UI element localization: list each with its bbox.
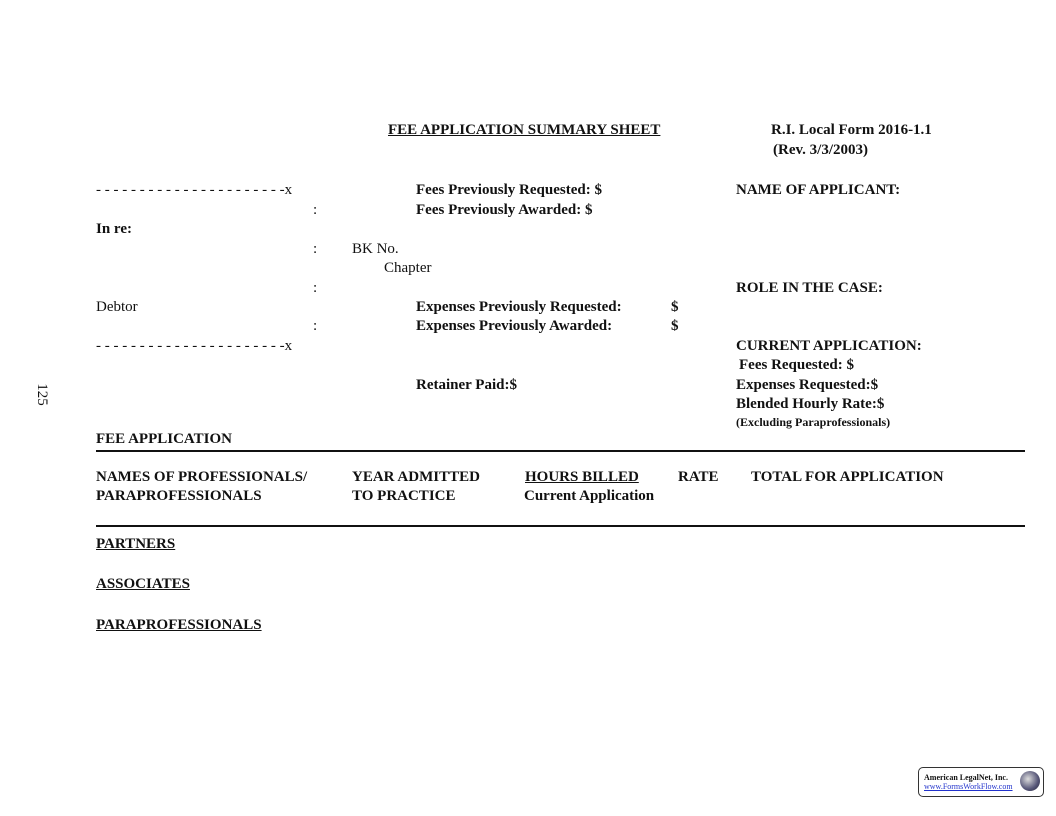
group-partners: PARTNERS xyxy=(96,536,176,552)
debtor-label: Debtor xyxy=(96,299,138,315)
divider xyxy=(96,450,1025,452)
role-in-case: ROLE IN THE CASE: xyxy=(736,280,883,296)
form-revision: (Rev. 3/3/2003) xyxy=(773,142,868,158)
retainer-paid: Retainer Paid:$ xyxy=(416,377,517,393)
expenses-requested: Expenses Requested:$ xyxy=(736,377,879,393)
current-application: CURRENT APPLICATION: xyxy=(736,338,922,354)
form-title: FEE APPLICATION SUMMARY SHEET xyxy=(388,122,661,138)
expenses-previously-awarded: Expenses Previously Awarded: xyxy=(416,318,613,334)
blended-hourly-rate: Blended Hourly Rate:$ xyxy=(736,396,885,412)
col-names: NAMES OF PROFESSIONALS/ xyxy=(96,469,308,485)
caption-colon: : xyxy=(313,280,318,296)
logo-name: American LegalNet, Inc. xyxy=(924,773,1008,782)
caption-dash-line: - - - - - - - - - - - - - - - - - - - - - -x xyxy=(96,338,293,354)
globe-icon xyxy=(1020,771,1040,791)
group-associates: ASSOCIATES xyxy=(96,576,190,592)
col-total: TOTAL FOR APPLICATION xyxy=(751,469,944,485)
publisher-logo xyxy=(918,767,1044,797)
col-hours-2: Current Application xyxy=(524,488,655,504)
excluding-note: (Excluding Paraprofessionals) xyxy=(736,415,891,429)
expenses-previously-requested: Expenses Previously Requested: xyxy=(416,299,622,315)
col-year-2: TO PRACTICE xyxy=(352,488,456,504)
bk-no-label: BK No. xyxy=(352,241,399,257)
dollar-sign: $ xyxy=(671,318,679,334)
caption-dash-line: - - - - - - - - - - - - - - - - - - - - - -x xyxy=(96,182,293,198)
page-number: 125 xyxy=(33,383,50,406)
section-heading: FEE APPLICATION xyxy=(96,431,232,447)
dollar-sign: $ xyxy=(671,299,679,315)
name-of-applicant: NAME OF APPLICANT: xyxy=(736,182,901,198)
caption-colon: : xyxy=(313,241,318,257)
fees-requested: Fees Requested: $ xyxy=(739,357,854,373)
col-rate: RATE xyxy=(678,469,719,485)
col-year: YEAR ADMITTED xyxy=(352,469,480,485)
in-re-label: In re: xyxy=(96,221,132,237)
divider xyxy=(96,525,1025,527)
logo-url[interactable]: www.FormsWorkFlow.com xyxy=(924,782,1013,791)
chapter-label: Chapter xyxy=(384,260,432,276)
fees-previously-awarded: Fees Previously Awarded: $ xyxy=(416,202,593,218)
caption-colon: : xyxy=(313,202,318,218)
form-id: R.I. Local Form 2016-1.1 xyxy=(771,122,932,138)
col-hours: HOURS BILLED xyxy=(525,469,639,485)
caption-colon: : xyxy=(313,318,318,334)
fees-previously-requested: Fees Previously Requested: $ xyxy=(416,182,602,198)
group-paraprofessionals: PARAPROFESSIONALS xyxy=(96,617,262,633)
col-names-2: PARAPROFESSIONALS xyxy=(96,488,262,504)
